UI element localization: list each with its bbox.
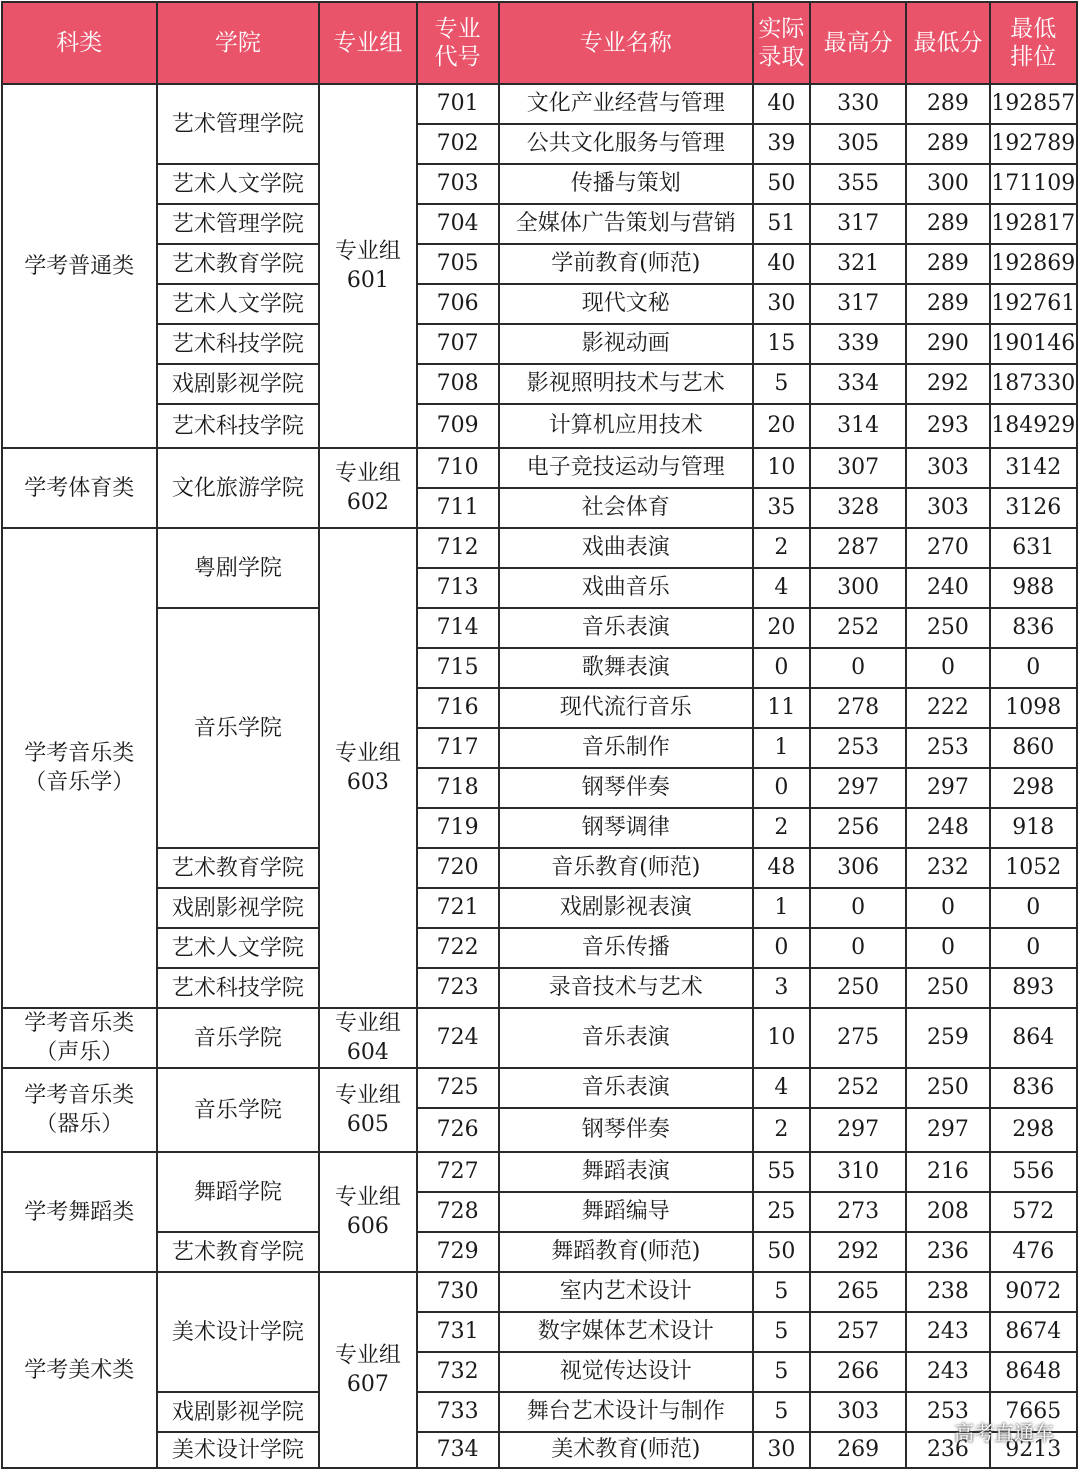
major-name-cell: 音乐传播: [499, 928, 753, 968]
table-row: [2, 1068, 1077, 1108]
group-cell: 专业组 602: [319, 448, 416, 528]
min-score-cell: 0: [906, 888, 989, 928]
min-score-cell: 303: [906, 448, 989, 488]
min-rank-cell: 9072: [990, 1272, 1077, 1312]
group-cell: 专业组 606: [319, 1152, 416, 1272]
admission-table: [1, 1, 1078, 1469]
max-score-cell: 287: [810, 528, 906, 568]
table-row: [2, 364, 1077, 404]
max-score-cell: 307: [810, 448, 906, 488]
major-name-cell: 音乐制作: [499, 728, 753, 768]
header-major-name: 专业名称: [499, 2, 753, 84]
major-name-cell: 音乐教育(师范): [499, 848, 753, 888]
major-name-cell: 钢琴调律: [499, 808, 753, 848]
college-cell: 艺术教育学院: [157, 1232, 320, 1272]
group-cell: 专业组 605: [319, 1068, 416, 1152]
min-score-cell: 289: [906, 244, 989, 284]
admitted-cell: 25: [753, 1192, 810, 1232]
watermark: 高考直通车: [954, 1421, 1054, 1445]
max-score-cell: 273: [810, 1192, 906, 1232]
table-row: [2, 1152, 1077, 1192]
major-name-cell: 学前教育(师范): [499, 244, 753, 284]
admitted-cell: 0: [753, 648, 810, 688]
college-cell: 艺术教育学院: [157, 244, 320, 284]
min-rank-cell: 0: [990, 648, 1077, 688]
major-name-cell: 美术教育(师范): [499, 1432, 753, 1468]
max-score-cell: 355: [810, 164, 906, 204]
major-code-cell: 727: [417, 1152, 499, 1192]
major-name-cell: 公共文化服务与管理: [499, 124, 753, 164]
admitted-cell: 4: [753, 1068, 810, 1108]
max-score-cell: 321: [810, 244, 906, 284]
min-score-cell: 208: [906, 1192, 989, 1232]
admitted-cell: 40: [753, 84, 810, 124]
min-rank-cell: 192817: [990, 204, 1077, 244]
table-row: [2, 284, 1077, 324]
major-code-cell: 720: [417, 848, 499, 888]
group-cell: 专业组 601: [319, 84, 416, 448]
max-score-cell: 0: [810, 888, 906, 928]
min-score-cell: 292: [906, 364, 989, 404]
category-cell: 学考普通类: [2, 84, 157, 448]
major-name-cell: 音乐表演: [499, 608, 753, 648]
min-rank-cell: 0: [990, 928, 1077, 968]
college-cell: 艺术管理学院: [157, 204, 320, 244]
college-cell: 文化旅游学院: [157, 448, 320, 528]
min-rank-cell: 171109: [990, 164, 1077, 204]
table-row: [2, 324, 1077, 364]
group-cell: 专业组 604: [319, 1008, 416, 1068]
table-row: [2, 244, 1077, 284]
max-score-cell: 305: [810, 124, 906, 164]
major-code-cell: 722: [417, 928, 499, 968]
admitted-cell: 48: [753, 848, 810, 888]
admitted-cell: 39: [753, 124, 810, 164]
min-rank-cell: 3126: [990, 488, 1077, 528]
admitted-cell: 35: [753, 488, 810, 528]
major-code-cell: 704: [417, 204, 499, 244]
category-cell: 学考音乐类 （声乐）: [2, 1008, 157, 1068]
major-code-cell: 726: [417, 1108, 499, 1152]
min-rank-cell: 918: [990, 808, 1077, 848]
min-rank-cell: 836: [990, 1068, 1077, 1108]
major-code-cell: 709: [417, 404, 499, 448]
max-score-cell: 256: [810, 808, 906, 848]
table-row: [2, 1392, 1077, 1432]
max-score-cell: 339: [810, 324, 906, 364]
min-rank-cell: 3142: [990, 448, 1077, 488]
major-name-cell: 音乐表演: [499, 1008, 753, 1068]
max-score-cell: 297: [810, 768, 906, 808]
max-score-cell: 266: [810, 1352, 906, 1392]
min-score-cell: 290: [906, 324, 989, 364]
max-score-cell: 265: [810, 1272, 906, 1312]
major-name-cell: 计算机应用技术: [499, 404, 753, 448]
admitted-cell: 1: [753, 728, 810, 768]
major-code-cell: 723: [417, 968, 499, 1008]
admitted-cell: 5: [753, 1352, 810, 1392]
min-score-cell: 0: [906, 928, 989, 968]
min-rank-cell: 860: [990, 728, 1077, 768]
major-code-cell: 712: [417, 528, 499, 568]
major-code-cell: 721: [417, 888, 499, 928]
min-score-cell: 289: [906, 124, 989, 164]
header-major-code: 专业 代号: [417, 2, 499, 84]
major-code-cell: 705: [417, 244, 499, 284]
major-name-cell: 影视动画: [499, 324, 753, 364]
major-name-cell: 室内艺术设计: [499, 1272, 753, 1312]
major-name-cell: 视觉传达设计: [499, 1352, 753, 1392]
header-category: 科类: [2, 2, 157, 84]
major-name-cell: 影视照明技术与艺术: [499, 364, 753, 404]
min-rank-cell: 298: [990, 768, 1077, 808]
group-cell: 专业组 607: [319, 1272, 416, 1468]
min-score-cell: 289: [906, 284, 989, 324]
min-rank-cell: 187330: [990, 364, 1077, 404]
table-row: [2, 1432, 1077, 1468]
header-max-score: 最高分: [810, 2, 906, 84]
major-name-cell: 舞蹈表演: [499, 1152, 753, 1192]
major-name-cell: 数字媒体艺术设计: [499, 1312, 753, 1352]
max-score-cell: 314: [810, 404, 906, 448]
table-row: [2, 1272, 1077, 1312]
major-code-cell: 724: [417, 1008, 499, 1068]
major-code-cell: 713: [417, 568, 499, 608]
college-cell: 艺术科技学院: [157, 324, 320, 364]
min-rank-cell: 1098: [990, 688, 1077, 728]
admitted-cell: 5: [753, 1312, 810, 1352]
header-min-score: 最低分: [906, 2, 989, 84]
min-score-cell: 243: [906, 1352, 989, 1392]
major-code-cell: 715: [417, 648, 499, 688]
min-score-cell: 289: [906, 204, 989, 244]
table-row: [2, 968, 1077, 1008]
min-score-cell: 303: [906, 488, 989, 528]
admitted-cell: 50: [753, 164, 810, 204]
admitted-cell: 15: [753, 324, 810, 364]
table-row: [2, 608, 1077, 648]
header-admitted: 实际 录取: [753, 2, 810, 84]
table-row: [2, 928, 1077, 968]
college-cell: 艺术科技学院: [157, 404, 320, 448]
min-score-cell: 293: [906, 404, 989, 448]
major-name-cell: 歌舞表演: [499, 648, 753, 688]
min-rank-cell: 836: [990, 608, 1077, 648]
min-score-cell: 222: [906, 688, 989, 728]
major-name-cell: 舞蹈编导: [499, 1192, 753, 1232]
max-score-cell: 297: [810, 1108, 906, 1152]
min-score-cell: 259: [906, 1008, 989, 1068]
min-rank-cell: 184929: [990, 404, 1077, 448]
admitted-cell: 11: [753, 688, 810, 728]
min-score-cell: 238: [906, 1272, 989, 1312]
college-cell: 舞蹈学院: [157, 1152, 320, 1232]
min-rank-cell: 192761: [990, 284, 1077, 324]
admitted-cell: 30: [753, 284, 810, 324]
max-score-cell: 275: [810, 1008, 906, 1068]
min-score-cell: 297: [906, 768, 989, 808]
college-cell: 音乐学院: [157, 608, 320, 848]
major-code-cell: 716: [417, 688, 499, 728]
min-score-cell: 289: [906, 84, 989, 124]
min-score-cell: 250: [906, 1068, 989, 1108]
admitted-cell: 50: [753, 1232, 810, 1272]
table-row: [2, 204, 1077, 244]
college-cell: 艺术科技学院: [157, 968, 320, 1008]
admitted-cell: 20: [753, 608, 810, 648]
major-code-cell: 710: [417, 448, 499, 488]
min-score-cell: 243: [906, 1312, 989, 1352]
major-name-cell: 社会体育: [499, 488, 753, 528]
admitted-cell: 5: [753, 1392, 810, 1432]
min-score-cell: 253: [906, 1392, 989, 1432]
max-score-cell: 0: [810, 928, 906, 968]
table-row: [2, 1008, 1077, 1068]
min-rank-cell: 9213: [990, 1432, 1077, 1468]
major-code-cell: 708: [417, 364, 499, 404]
max-score-cell: 310: [810, 1152, 906, 1192]
major-name-cell: 文化产业经营与管理: [499, 84, 753, 124]
college-cell: 美术设计学院: [157, 1432, 320, 1468]
min-score-cell: 232: [906, 848, 989, 888]
major-name-cell: 录音技术与艺术: [499, 968, 753, 1008]
category-cell: 学考音乐类 （器乐）: [2, 1068, 157, 1152]
major-code-cell: 728: [417, 1192, 499, 1232]
major-code-cell: 711: [417, 488, 499, 528]
admitted-cell: 10: [753, 448, 810, 488]
min-rank-cell: 0: [990, 888, 1077, 928]
major-name-cell: 戏曲音乐: [499, 568, 753, 608]
table-row: [2, 1232, 1077, 1272]
min-rank-cell: 7665: [990, 1392, 1077, 1432]
max-score-cell: 330: [810, 84, 906, 124]
min-rank-cell: 556: [990, 1152, 1077, 1192]
min-score-cell: 248: [906, 808, 989, 848]
min-score-cell: 236: [906, 1232, 989, 1272]
max-score-cell: 328: [810, 488, 906, 528]
table-row: [2, 404, 1077, 448]
major-code-cell: 732: [417, 1352, 499, 1392]
admitted-cell: 55: [753, 1152, 810, 1192]
major-code-cell: 733: [417, 1392, 499, 1432]
min-rank-cell: 192789: [990, 124, 1077, 164]
major-code-cell: 730: [417, 1272, 499, 1312]
major-name-cell: 舞蹈教育(师范): [499, 1232, 753, 1272]
major-code-cell: 731: [417, 1312, 499, 1352]
min-score-cell: 253: [906, 728, 989, 768]
college-cell: 艺术人文学院: [157, 928, 320, 968]
max-score-cell: 334: [810, 364, 906, 404]
major-code-cell: 717: [417, 728, 499, 768]
admitted-cell: 20: [753, 404, 810, 448]
max-score-cell: 303: [810, 1392, 906, 1432]
major-name-cell: 舞台艺术设计与制作: [499, 1392, 753, 1432]
major-name-cell: 戏剧影视表演: [499, 888, 753, 928]
min-rank-cell: 190146: [990, 324, 1077, 364]
major-code-cell: 714: [417, 608, 499, 648]
min-rank-cell: 298: [990, 1108, 1077, 1152]
admitted-cell: 4: [753, 568, 810, 608]
major-name-cell: 全媒体广告策划与营销: [499, 204, 753, 244]
major-name-cell: 传播与策划: [499, 164, 753, 204]
major-name-cell: 音乐表演: [499, 1068, 753, 1108]
admitted-cell: 51: [753, 204, 810, 244]
max-score-cell: 252: [810, 608, 906, 648]
major-name-cell: 电子竞技运动与管理: [499, 448, 753, 488]
admitted-cell: 5: [753, 364, 810, 404]
admitted-cell: 2: [753, 528, 810, 568]
max-score-cell: 300: [810, 568, 906, 608]
min-rank-cell: 572: [990, 1192, 1077, 1232]
min-rank-cell: 476: [990, 1232, 1077, 1272]
college-cell: 艺术教育学院: [157, 848, 320, 888]
min-rank-cell: 864: [990, 1008, 1077, 1068]
min-score-cell: 300: [906, 164, 989, 204]
header-group: 专业组: [319, 2, 416, 84]
admitted-cell: 0: [753, 928, 810, 968]
major-name-cell: 现代文秘: [499, 284, 753, 324]
major-name-cell: 钢琴伴奏: [499, 768, 753, 808]
college-cell: 美术设计学院: [157, 1272, 320, 1392]
major-name-cell: 现代流行音乐: [499, 688, 753, 728]
min-score-cell: 270: [906, 528, 989, 568]
category-cell: 学考美术类: [2, 1272, 157, 1468]
min-rank-cell: 988: [990, 568, 1077, 608]
max-score-cell: 317: [810, 284, 906, 324]
min-score-cell: 0: [906, 648, 989, 688]
max-score-cell: 317: [810, 204, 906, 244]
header-row: [2, 2, 1077, 84]
max-score-cell: 252: [810, 1068, 906, 1108]
college-cell: 粤剧学院: [157, 528, 320, 608]
admitted-cell: 40: [753, 244, 810, 284]
max-score-cell: 0: [810, 648, 906, 688]
major-code-cell: 718: [417, 768, 499, 808]
min-rank-cell: 192857: [990, 84, 1077, 124]
max-score-cell: 292: [810, 1232, 906, 1272]
major-name-cell: 钢琴伴奏: [499, 1108, 753, 1152]
header-college: 学院: [157, 2, 320, 84]
college-cell: 戏剧影视学院: [157, 1392, 320, 1432]
table-row: [2, 448, 1077, 488]
table-row: [2, 848, 1077, 888]
major-code-cell: 734: [417, 1432, 499, 1468]
min-score-cell: 250: [906, 968, 989, 1008]
min-rank-cell: 192869: [990, 244, 1077, 284]
major-code-cell: 707: [417, 324, 499, 364]
group-cell: 专业组 603: [319, 528, 416, 1008]
major-code-cell: 719: [417, 808, 499, 848]
admitted-cell: 3: [753, 968, 810, 1008]
college-cell: 音乐学院: [157, 1068, 320, 1152]
min-rank-cell: 8674: [990, 1312, 1077, 1352]
max-score-cell: 253: [810, 728, 906, 768]
major-code-cell: 729: [417, 1232, 499, 1272]
max-score-cell: 278: [810, 688, 906, 728]
max-score-cell: 269: [810, 1432, 906, 1468]
table-row: [2, 164, 1077, 204]
major-code-cell: 703: [417, 164, 499, 204]
min-score-cell: 236: [906, 1432, 989, 1468]
college-cell: 艺术管理学院: [157, 84, 320, 164]
min-rank-cell: 1052: [990, 848, 1077, 888]
header-min-rank: 最低 排位: [990, 2, 1077, 84]
table-row: [2, 84, 1077, 124]
major-code-cell: 702: [417, 124, 499, 164]
admitted-cell: 0: [753, 768, 810, 808]
college-cell: 音乐学院: [157, 1008, 320, 1068]
category-cell: 学考舞蹈类: [2, 1152, 157, 1272]
table-row: [2, 528, 1077, 568]
admitted-cell: 10: [753, 1008, 810, 1068]
min-score-cell: 240: [906, 568, 989, 608]
major-name-cell: 戏曲表演: [499, 528, 753, 568]
college-cell: 艺术人文学院: [157, 164, 320, 204]
min-score-cell: 250: [906, 608, 989, 648]
major-code-cell: 706: [417, 284, 499, 324]
admitted-cell: 5: [753, 1272, 810, 1312]
college-cell: 戏剧影视学院: [157, 364, 320, 404]
max-score-cell: 306: [810, 848, 906, 888]
admitted-cell: 2: [753, 808, 810, 848]
min-rank-cell: 8648: [990, 1352, 1077, 1392]
min-score-cell: 297: [906, 1108, 989, 1152]
major-code-cell: 725: [417, 1068, 499, 1108]
max-score-cell: 257: [810, 1312, 906, 1352]
category-cell: 学考音乐类 （音乐学）: [2, 528, 157, 1008]
min-rank-cell: 893: [990, 968, 1077, 1008]
admitted-cell: 30: [753, 1432, 810, 1468]
college-cell: 戏剧影视学院: [157, 888, 320, 928]
min-score-cell: 216: [906, 1152, 989, 1192]
major-code-cell: 701: [417, 84, 499, 124]
max-score-cell: 250: [810, 968, 906, 1008]
admitted-cell: 1: [753, 888, 810, 928]
category-cell: 学考体育类: [2, 448, 157, 528]
table-row: [2, 888, 1077, 928]
college-cell: 艺术人文学院: [157, 284, 320, 324]
admitted-cell: 2: [753, 1108, 810, 1152]
min-rank-cell: 631: [990, 528, 1077, 568]
